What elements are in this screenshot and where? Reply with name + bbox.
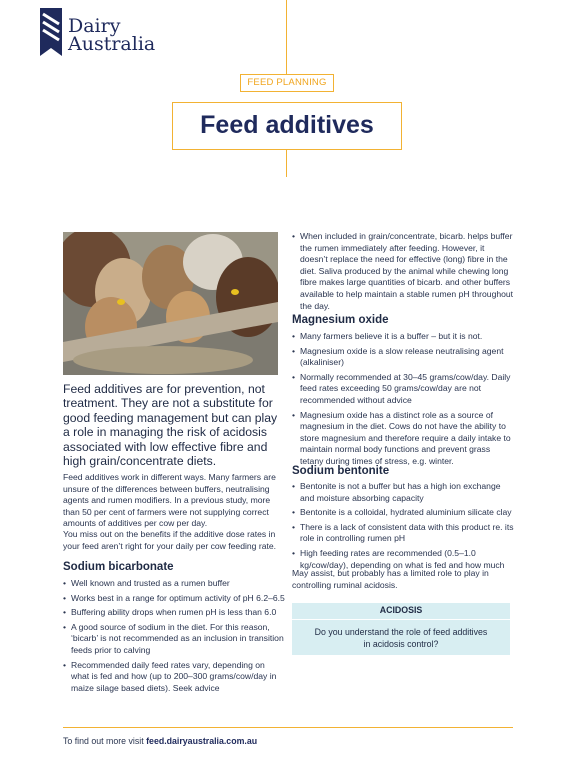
footer-link[interactable]: feed.dairyaustralia.com.au [146, 736, 258, 746]
list-item: • Bentonite is not a buffer but has a high ion exchange and moisture absorbing capacity [292, 481, 514, 504]
page-title: Feed additives [172, 102, 402, 150]
list-item: • When included in grain/concentrate, bicarb. helps buffer the rumen immediately after feeding. However, it doesn’t replace the need for effective (long) fibre in the diet. Saliva produced by the animal while chewing long fibre makes large quantities of bicarb. and other buffers available to help maintain a stable rumen pH throughout the day. [292, 231, 514, 312]
acidosis-heading: ACIDOSIS [379, 605, 423, 615]
logo-line-2: Australia [68, 33, 156, 55]
list-item: • Works best in a range for optimum activity of pH 6.2–6.5 [63, 593, 285, 605]
list-sodium-bentonite [292, 481, 514, 574]
list-item: • Many farmers believe it is a buffer – but it is not. [292, 331, 514, 343]
logo-line-1: Dairy [68, 15, 121, 37]
acidosis-callout [292, 603, 510, 655]
list-item: • Buffering ability drops when rumen pH is less than 6.0 [63, 607, 285, 619]
footer-text: To find out more visit [63, 736, 147, 746]
list-item: • Well known and trusted as a rumen buffer [63, 578, 285, 590]
list-item: • A good source of sodium in the diet. For this reason, ‘bicarb’ is not recommended as an inclusion in transition feeds prior to calving [63, 622, 285, 657]
list-item: • Normally recommended at 30–45 grams/cow/day. Daily feed rates exceeding 50 grams/cow/day are not recommended without advice [292, 372, 514, 407]
heading-magnesium-oxide: Magnesium oxide [292, 314, 389, 326]
logo-mark-icon [40, 8, 64, 56]
list-item: • There is a lack of consistent data with this product re. its role in controlling rumen pH [292, 522, 514, 545]
dairy-australia-logo [40, 8, 170, 58]
logo-text [68, 17, 155, 53]
section-tag: FEED PLANNING [240, 74, 334, 92]
list-item: • Magnesium oxide is a slow release neutralising agent (alkaliniser) [292, 346, 514, 369]
list-item: • Recommended daily feed rates vary, depending on what is fed and how (up to 200–300 grams/cow/day in maize silage based diets). Seek advice [63, 660, 285, 695]
cows-feeding-photo [63, 232, 278, 375]
list-item: • High feeding rates are recommended (0.5–1.0 kg/cow/day), depending on what is fed and how much [292, 548, 514, 571]
acidosis-divider [292, 619, 510, 620]
paragraph-2: You miss out on the benefits if the additive dose rates in your feed aren’t right for your daily per cow feeding rate. [63, 529, 277, 551]
list-sodium-bicarbonate [63, 578, 285, 697]
paragraph-1: Feed additives work in different ways. Many farmers are unsure of the differences between buffers, neutralising agents and rumen modifiers. In a previous study, more than 50 per cent of farmers were not supplying correct amounts of additives per cow per day. [63, 472, 276, 529]
header-rule-top [286, 0, 287, 78]
footer [63, 736, 257, 746]
bentonite-summary: May assist, but probably has a limited role to play in controlling ruminal acidosis. [292, 568, 489, 590]
heading-sodium-bicarbonate: Sodium bicarbonate [63, 561, 174, 573]
list-magnesium-oxide [292, 331, 514, 471]
heading-sodium-bentonite: Sodium bentonite [292, 465, 390, 477]
footer-rule [63, 727, 513, 728]
list-item: • Magnesium oxide has a distinct role as a source of magnesium in the diet. Cows do not have the ability to store magnesium and therefore require a daily intake to maintain normal body functions and prevent grass tetany during times of stress, e.g. winter. [292, 410, 514, 468]
acidosis-question: Do you understand the role of feed additives in acidosis control? [314, 627, 488, 649]
intro-text: Feed additives are for prevention, not treatment. They are not a substitute for good feeding management but can play a role in managing the risk of acidosis associated with low effective fibre and high grain/concentrate diets. [63, 382, 278, 469]
list-sodium-bicarbonate-continued [292, 231, 514, 315]
header-rule-bottom [286, 149, 287, 177]
list-item: • Bentonite is a colloidal, hydrated aluminium silicate clay [292, 507, 514, 519]
